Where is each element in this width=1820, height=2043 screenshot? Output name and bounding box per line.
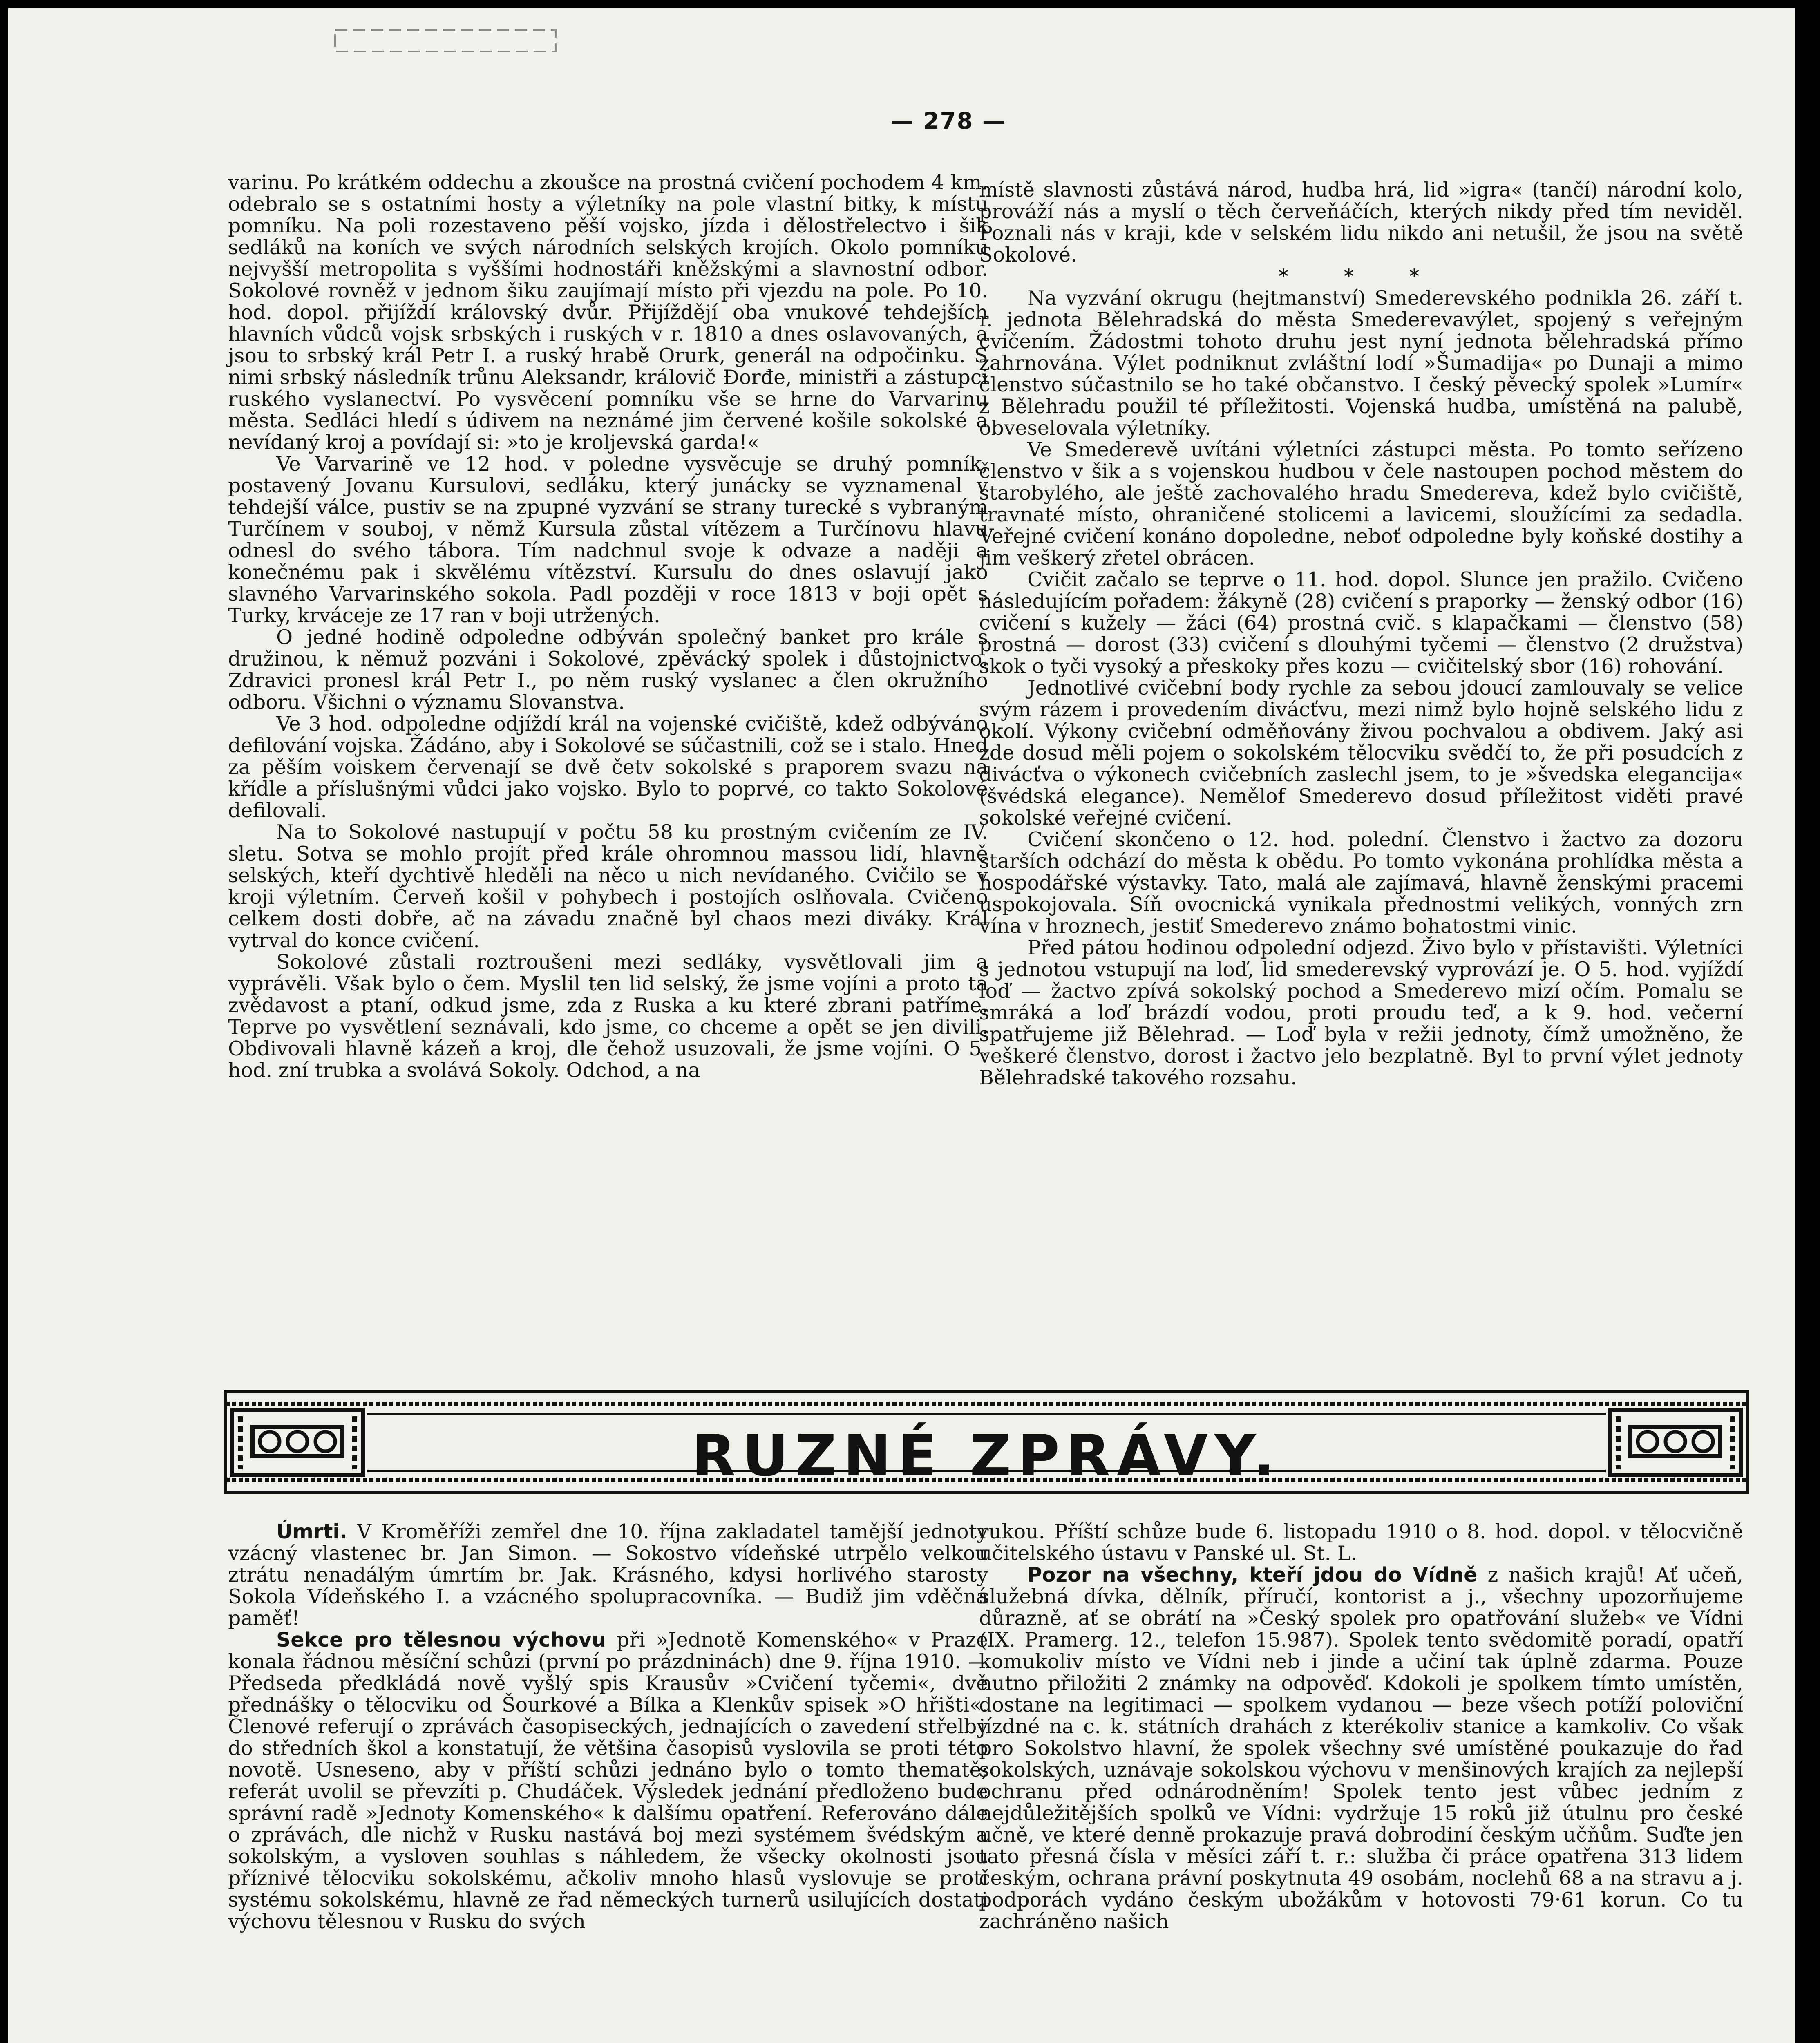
section-title: RUZNÉ ZPRÁVY. <box>691 1423 1281 1489</box>
scan-artifact-mark <box>331 25 560 57</box>
page-number: — 278 — <box>891 108 1006 134</box>
article-paragraph: Cvičení skončeno o 12. hod. polední. Členstvo i žactvo za dozoru starších odchází do města k obědu. Po tomto vykonána prohlídka města a hospodářské výstavky. Tato, malá ale zajímavá, hlavně ženskými pracemi uspokojovala. Síň ovocnická vynikala přednostmi velikých, vonných zrn vína v hroznech, jestiť Smederevo známo bohatostmi vinic. <box>979 828 1743 938</box>
news-item <box>979 1521 1743 1564</box>
news-item-heading: Pozor na všechny, kteří jdou do Vídně <box>1027 1563 1478 1587</box>
article-paragraph: Ve Varvarině ve 12 hod. v poledne vysvěcuje se druhý pomník, postavený Jovanu Kursulovi, sedláku, který junácky se vyznamenal v tehdejší válce, pustiv se na zpupné vyzvání se strany turecké s vybraným Turčínem v souboj, v němž Kursula zůstal vítězem a Turčínovu hlavu odnesl do svého tábora. Tím nadchnul svoje k odvaze a naději a konečnému pak i skvělému vítězství. Kursulu do dnes oslavují jako slavného Varvarinského sokola. Padl později v roce 1813 v boji opět s Turky, krváceje ze 17 ran v boji utržených. <box>228 452 988 627</box>
article-paragraph: Ve 3 hod. odpoledne odjíždí král na vojenské cvičiště, kdež odbýváno defilování vojska. Žádáno, aby i Sokolové se súčastnili, což se i stalo. Hned za pěším voiskem červenají se dvě četv sokolské s praporem svazu na křídle a příslušnými vůdci jako vojsko. Bylo to poprvé, co takto Sokolové defilovali. <box>228 712 988 822</box>
news-item-heading: Sekce pro tělesnou výchovu <box>276 1628 606 1652</box>
news-item-text: z našich krajů! Ať učeň, služebná dívka, dělník, příručí, kontorist a j., všechny upozorňujeme důrazně, ať se obrátí na »Český spolek pro opatřování služeb« ve Vídni (IX. Pramerg. 12., telefon 15.987). Spolek tento svědomitě poradí, opatří komukoliv místo ve Vídni neb i jinde a učiní tak úplně zdarma. Pouze nutno přiložiti 2 známky na odpověď. Kdokoli je spolkem tímto umístěn, dostane na legitimaci — spolkem vydanou — beze všech potíží poloviční jízdné na c. k. státních drahách z kterékoliv stanice a kamkoliv. Co však pro Sokolstvo hlavní, že spolek všechny své umístěné poukazuje do řad sokolských, uznávaje sokolskou výchovu v menšinových krajích za nejlepší ochranu před odnárodněním! Spolek tento jest vůbec jedním z nejdůležitějších spolků ve Vídni: vydržuje 15 roků již útulnu pro české učně, ve které denně prokazuje pravá dobrodiní českým učňům. Suďte jen tato přesná čísla v měsíci září t. r.: služba či práce opatřena 313 lidem českým, ochrana právní poskytnuta 49 osobám, noclehů 68 a na stravu a j. podporách vydáno českým ubožákům v hotovosti 79·61 korun. Co tu zachráněno našich <box>979 1563 1743 1933</box>
article-paragraph: Na vyzvání okrugu (hejtmanství) Smederevského podnikla 26. září t. r. jednota Bělehradská do města Smederevavýlet, spojený s veřejným cvičením. Žádostmi tohoto druhu jest nyní jednota bělehradská přímo zahrnována. Výlet podniknut zvláštní lodí »Šumadija« po Dunaji a mimo členstvo súčastnilo se ho také občanstvo. I český pěvecký spolek »Lumír« z Bělehradu použil té příležitosti. Vojenská hudba, umístěná na palubě, obveselovala výletníky. <box>979 286 1743 440</box>
news-item <box>979 1564 1743 1932</box>
article-paragraph: Ve Smederevě uvítáni výletníci zástupci města. Po tomto seřízeno členstvo v šik a s vojenskou hudbou v čele nastoupen pochod městem do starobylého, ale ještě zachovalého hradu Smedereva, kdež bylo cvičiště, travnaté místo, ohraničené stolicemi a lavicemi, sloužícími za sedadla. Veřejné cvičení konáno dopoledne, neboť odpoledne byly koňské dostihy a jim veškerý zřetel obrácen. <box>979 438 1743 570</box>
news-item-text: při »Jednotě Komenského« v Praze konala řádnou měsíční schůzi (první po prázdninách) dne 9. října 1910. — Předseda předkládá nově vyšlý spis Krausův »Cvičení tyčemi«, dvě přednášky o tělocviku od Šourkové a Bílka a Klenkův spisek »O hřišti«. Členové referují o zprávách časopiseckých, jednajících o zavedení střelby do středních škol a konstatují, že většina časopisů vyslovila se proti této novotě. Usneseno, aby v příští schůzi jednáno bylo o tomto thematě; referát uvolil se převzíti p. Chudáček. Výsledek jednání předloženo bude správní radě »Jednoty Komenského« k dalšímu opatření. Referováno dále o zprávách, dle nichž v Rusku nastává boj mezi systémem švédským a sokolským, a vysloven souhlas s náhledem, že všecky okolnosti jsou příznivé tělocviku sokolskému, ačkoliv mnoho hlasů vyslovuje se proti systému sokolskému, hlavně ze řad německých turnerů usilujících dostati výchovu tělesnou v Rusku do svých <box>228 1628 988 1933</box>
newspaper-page <box>8 8 1795 2043</box>
article-paragraph: Jednotlivé cvičební body rychle za sebou jdoucí zamlouvaly se velice svým rázem i provedením divácťvu, mezi nimž bylo hojně selského lidu z okolí. Výkony cvičební odměňovány živou pochvalou a obdivem. Jaký asi zde dosud měli pojem o sokolském tělocviku svědčí to, že při posudcích z divácťva o výkonech cvičebních zaslechl jsem, to je »švedska elegancija« (švédská elegance). Nemělof Smederevo dosud příležitost viděti pravé sokolské veřejné cvičení. <box>979 676 1743 829</box>
article-paragraph: Cvičit začalo se teprve o 11. hod. dopol. Slunce jen pražilo. Cvičeno následujícím pořadem: žákyně (28) cvičení s praporky — ženský odbor (16) cvičení s kužely — žáci (64) prostná cvič. s klapačkami — členstvo (58) prostná — dorost (33) cvičení s dlouhými tyčemi — členstvo (2 družstva) skok o tyči vysoký a přeskoky přes kozu — cvičitelský sbor (16) rohování. <box>979 568 1743 678</box>
article-paragraph: Před pátou hodinou odpolední odjezd. Živo bylo v přístavišti. Výletníci s jednotou vstupují na loď, lid smederevský vyprovází je. O 5. hod. vyjíždí loď — žactvo zpívá sokolský pochod a Smederevo mizí očím. Pomalu se smráká a loď brázdí vodou, proti proudu teď, a k 9. hod. večerní spatřujeme již Bělehrad. — Loď byla v režii jednoty, čímž umožněno, že veškeré členstvo, dorost i žactvo jelo bezplatně. Byl to první výlet jednoty Bělehradské takového rozsahu. <box>979 936 1743 1089</box>
article-paragraph: místě slavnosti zůstává národ, hudba hrá, lid »igra« (tančí) národní kolo, prováží nás a myslí o těch červeňáčích, kterých nikdy před tím neviděl. Poznali nás v kraji, kde v selském lidu nikdo ani netušil, že jsou na světě Sokolové. <box>979 178 1743 266</box>
news-item <box>228 1521 988 1629</box>
section-divider-stars: * * * <box>1278 265 1444 288</box>
news-item-text: rukou. Příští schůze bude 6. listopadu 1910 o 8. hod. dopol. v tělocvičně učitelského ústavu v Panské ul. St. L. <box>979 1520 1743 1565</box>
article-column-left <box>228 172 988 1081</box>
article-paragraph: Sokolové zůstali roztroušeni mezi sedláky, vysvětlovali jim a vyprávěli. Však bylo o čem. Myslil ten lid selský, že jsme vojíni a proto ta zvědavost a ptaní, odkud jsme, zda z Ruska a ku které zbrani patříme. Teprve po vysvětlení seznávali, kdo jsme, co chceme a opět se jen divili. Obdivovali hlavně kázeň a kroj, dle čehož usuzovali, že jsme vojíni. O 5. hod. zní trubka a svolává Sokoly. Odchod, a na <box>228 950 988 1082</box>
article-paragraph: Na to Sokolové nastupují v počtu 58 ku prostným cvičením ze IV. sletu. Sotva se mohlo projít před krále ohromnou massou lidí, hlavně selských, kteří dychtivě hleděli na něco u nich nevídaného. Cvičilo se v kroji výletním. Červeň košil v pohybech i postojích oslňovala. Cvičeno celkem dosti dobře, ač na závadu značně byl chaos mezi diváky. Král vytrval do konce cvičení. <box>228 820 988 952</box>
news-column-left <box>228 1521 988 1932</box>
news-column-right <box>979 1521 1743 1932</box>
article-column-right <box>979 179 1743 1089</box>
article-paragraph: varinu. Po krátkém oddechu a zkoušce na prostná cvičení pochodem 4 km. odebralo se s ostatními hosty a výletníky na pole vlastní bitky, k místu pomníku. Na poli rozestaveno pěší vojsko, jízda i dělostřelectvo i šik sedláků na koních ve svých národních selských krojích. Okolo pomníku nejvyšší metropolita s vyššími hodnostáři kněžskými a slavnostní odbor. Sokolové rovněž v jednom šiku zaujímají místo při vjezdu na pole. Po 10. hod. dopol. přijíždí královský dvůr. Přijíždějí oba vnukové tehdejších hlavních vůdců vojsk srbských i ruských v r. 1810 a dnes oslavovaných, a jsou to srbský král Petr I. a ruský hrabě Orurk, generál na odpočinku. S nimi srbský následník trůnu Aleksandr, královič Đorđe, ministři a zástupci ruského vyslanectví. Po vysvěcení pomníku vše se hrne do Varvarinu města. Sedláci hledí s údivem na neznámé jim červené košile sokolské a nevídaný kroj a povídají si: »to je kroljevská garda!« <box>228 171 988 454</box>
article-paragraph: O jedné hodině odpoledne odbýván společný banket pro krále s družinou, k němuž pozváni i Sokolové, zpěvácký spolek i důstojnictvo. Zdravici pronesl král Petr I., po něm ruský vyslanec a člen okružního odboru. Všichni o významu Slovanstva. <box>228 626 988 714</box>
section-banner <box>224 1389 1749 1495</box>
news-item-text: V Kroměříži zemřel dne 10. října zakladatel tamější jednoty vzácný vlastenec br. Jan Simon. — Sokostvo vídeňské utrpělo velkou ztrátu nenadálým úmrtím br. Jak. Krásného, kdysi horlivého starosty Sokola Vídeňského I. a vzácného spolupracovníka. — Budiž jim vděčná paměť! <box>228 1520 988 1630</box>
news-item-heading: Úmrti. <box>276 1520 347 1543</box>
news-item <box>228 1629 988 1932</box>
